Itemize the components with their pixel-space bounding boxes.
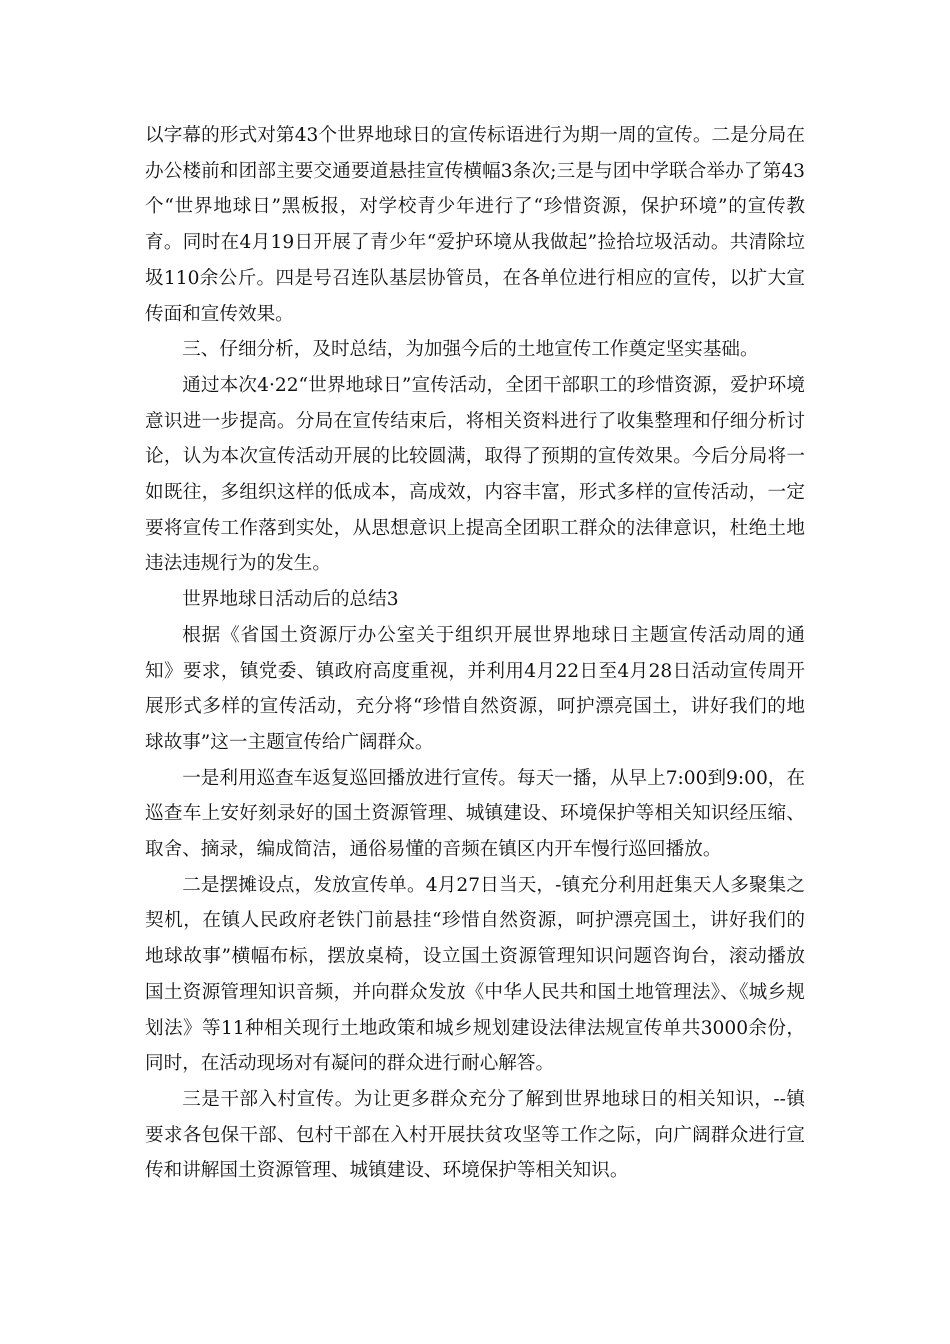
paragraph-notice: 根据《省国土资源厅办公室关于组织开展世界地球日主题宣传活动周的通知》要求，镇党委、镇政府高度重视，并利用4月22日至4月28日活动宣传周开展形式多样的宣传活动，充分将“珍惜自然资源，呵护漂亮国土，讲好我们的地球故事”这一主题宣传给广阔群众。 xyxy=(145,624,805,753)
paragraph-point-one: 一是利用巡查车返复巡回播放进行宣传。每天一播，从早上7:00到9:00，在巡查车上安好刻录好的国土资源管理、城镇建设、环境保护等相关知识经压缩、取舍、摘录，编成简洁，通俗易懂的音频在镇区内开车慢行巡回播放。 xyxy=(145,767,805,861)
paragraph-point-three: 三是干部入村宣传。为让更多群众充分了解到世界地球日的相关知识，--镇要求各包保干部、包村干部在入村开展扶贫攻坚等工作之际，向广阔群众进行宣传和讲解国土资源管理、城镇建设、环境保护等相关知识。 xyxy=(145,1088,805,1182)
section-title-summary-3: 世界地球日活动后的总结3 xyxy=(182,589,399,611)
document-body xyxy=(145,118,805,1189)
paragraph-summary: 通过本次4·22“世界地球日”宣传活动，全团干部职工的珍惜资源，爱护环境意识进一步提高。分局在宣传结束后，将相关资料进行了收集整理和仔细分析讨论，认为本次宣传活动开展的比较圆满，取得了预期的宣传效果。今后分局将一如既往，多组织这样的低成本，高成效，内容丰富，形式多样的宣传活动，一定要将宣传工作落到实处，从思想意识上提高全团职工群众的法律意识，杜绝土地违法违规行为的发生。 xyxy=(145,374,805,575)
paragraph-continuation: 以字幕的形式对第43个世界地球日的宣传标语进行为期一周的宣传。二是分局在办公楼前和团部主要交通要道悬挂宣传横幅3条次;三是与团中学联合举办了第43个“世界地球日”黑板报，对学校青少年进行了“珍惜资源，保护环境”的宣传教育。同时在4月19日开展了青少年“爱护环境从我做起”捡拾垃圾活动。共清除垃圾110余公斤。四是号召连队基层协管员，在各单位进行相应的宣传，以扩大宣传面和宣传效果。 xyxy=(145,125,805,325)
paragraph-point-two: 二是摆摊设点，发放宣传单。4月27日当天，-镇充分利用赶集天人多聚集之契机，在镇人民政府老铁门前悬挂“珍惜自然资源，呵护漂亮国土，讲好我们的地球故事”横幅布标，摆放桌椅，设立国土资源管理知识问题咨询台，滚动播放国土资源管理知识音频，并向群众发放《中华人民共和国土地管理法》、《城乡规划法》等11种相关现行土地政策和城乡规划建设法律法规宣传单共3000余份，同时，在活动现场对有凝问的群众进行耐心解答。 xyxy=(145,874,805,1075)
section-heading-three: 三、仔细分析，及时总结，为加强今后的土地宣传工作奠定坚实基础。 xyxy=(182,339,759,361)
